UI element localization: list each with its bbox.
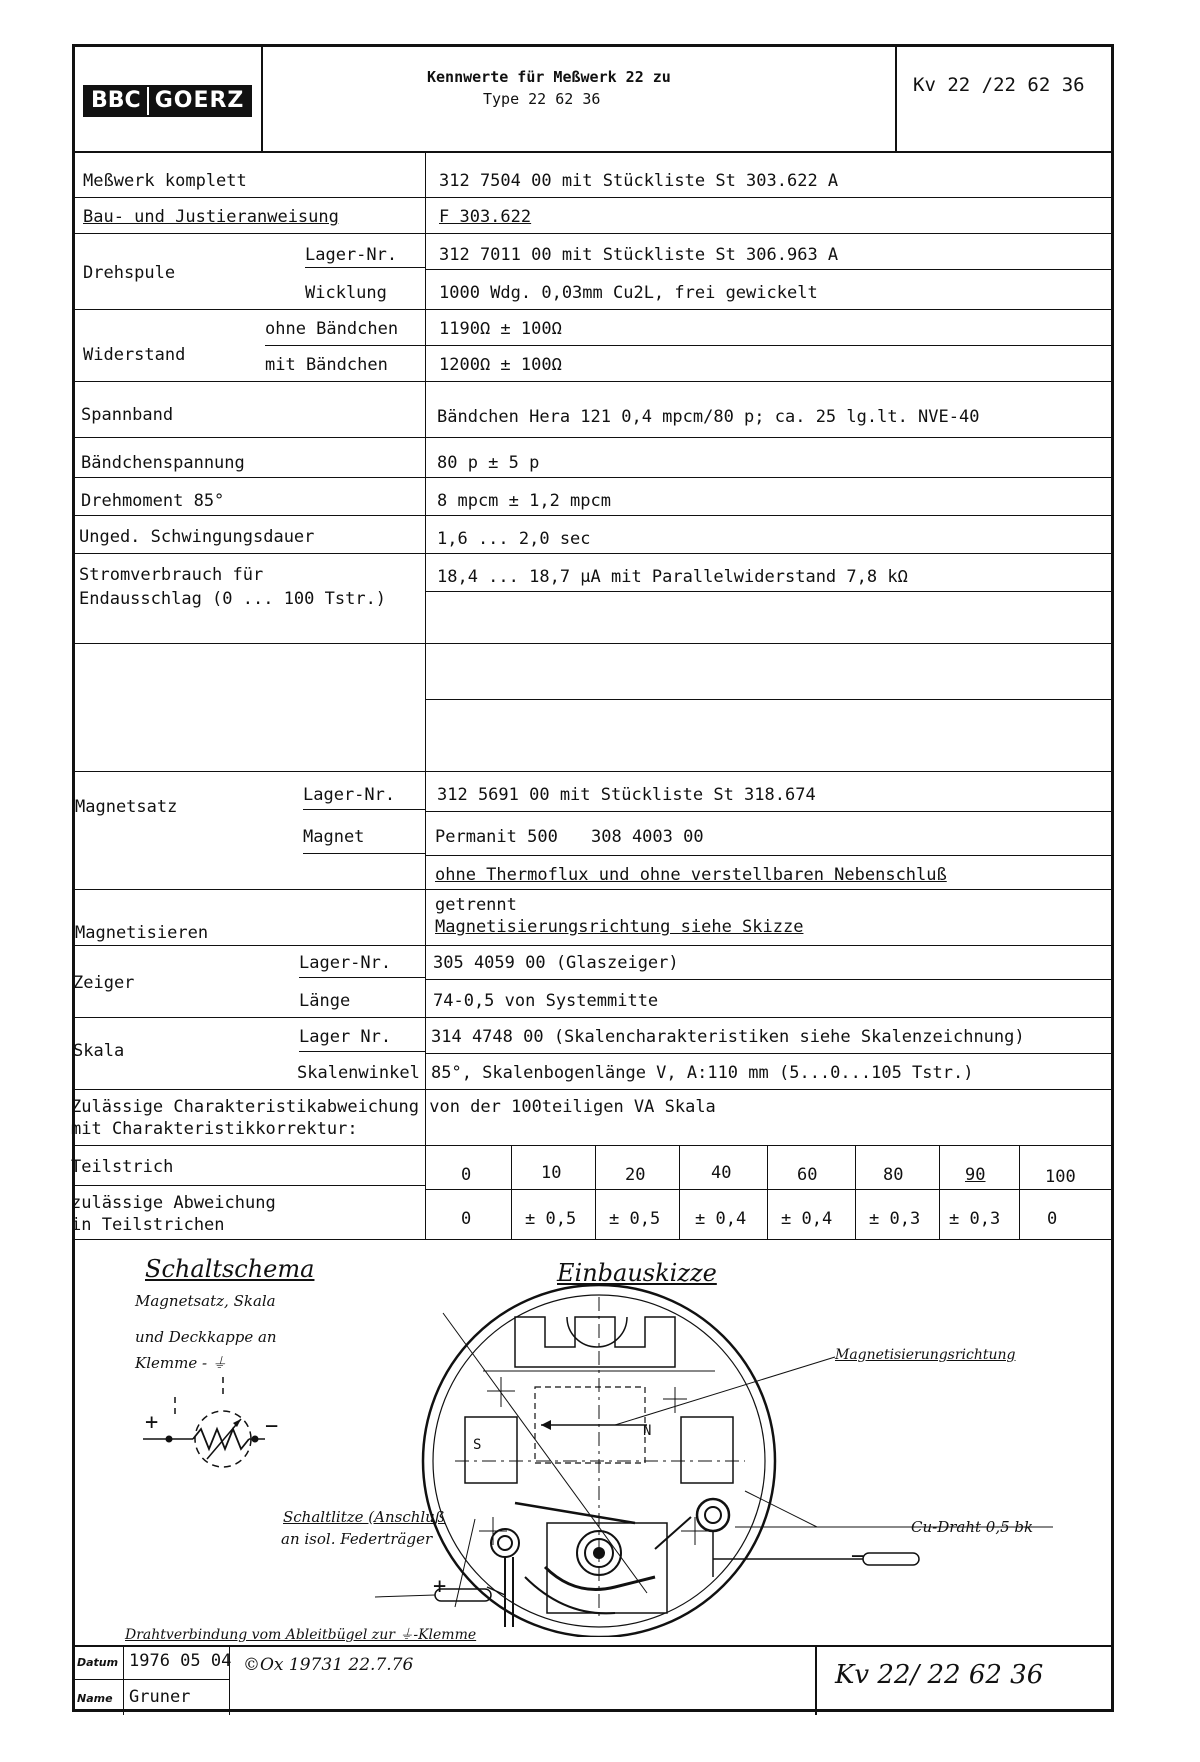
tick-90: 90 <box>965 1165 986 1185</box>
title-line-2: Type 22 62 36 <box>483 90 601 108</box>
value-widerstand-mit: 1200Ω ± 100Ω <box>439 355 562 375</box>
deviation-title-2: mit Charakteristikkorrektur: <box>71 1119 358 1139</box>
dev-0: 0 <box>461 1209 472 1229</box>
value-drehmoment: 8 mpcm ± 1,2 mpcm <box>437 491 611 511</box>
label-messwerk: Meßwerk komplett <box>83 171 247 191</box>
value-magnet-1: Permanit 500 <box>435 827 558 847</box>
deviation-row2-label-1: zulässige Abweichung <box>71 1193 276 1213</box>
tick-80: 80 <box>883 1165 904 1185</box>
tick-60: 60 <box>797 1165 818 1185</box>
dev-40: ± 0,4 <box>695 1209 747 1229</box>
dev-20: ± 0,5 <box>609 1209 661 1229</box>
footer-copyright: ©Ox 19731 22.7.76 <box>243 1655 414 1675</box>
label-bau: Bau- und Justieranweisung <box>83 207 339 227</box>
label-strom-2: Endausschlag (0 ... 100 Tstr.) <box>79 589 387 609</box>
logo-bbc: BBC <box>85 87 149 115</box>
label-schwingung: Unged. Schwingungsdauer <box>79 527 315 547</box>
tick-0: 0 <box>461 1165 472 1185</box>
label-spannband: Spannband <box>81 405 174 425</box>
sketch-plus-label: + <box>433 1574 447 1599</box>
tick-100: 100 <box>1045 1167 1076 1187</box>
value-schwingung: 1,6 ... 2,0 sec <box>437 529 591 549</box>
magnetisierungsrichtung-label: Magnetisierungsrichtung <box>835 1347 1016 1363</box>
label-widerstand: Widerstand <box>83 345 186 365</box>
footer-doc-number: Kv 22/ 22 62 36 <box>835 1660 1044 1690</box>
circuit-symbol-icon <box>135 1377 335 1487</box>
document-sheet <box>72 44 1114 1712</box>
label-magnet: Magnet <box>303 827 365 847</box>
footer-name-label: Name <box>77 1692 113 1705</box>
tick-10: 10 <box>541 1163 562 1183</box>
label-drehspule: Drehspule <box>83 263 176 283</box>
label-drehmoment: Drehmoment 85° <box>81 491 225 511</box>
schaltlitze-note-1: Schaltlitze (Anschluß <box>283 1508 445 1526</box>
logo-goerz: GOERZ <box>149 87 251 115</box>
schaltschema-note-2: und Deckkappe an <box>135 1328 277 1346</box>
value-spannband: Bändchen Hera 121 0,4 mpcm/80 p; ca. 25 lg.lt. NVE-40 <box>437 407 980 427</box>
deviation-row2-label-2: in Teilstrichen <box>71 1215 225 1235</box>
label-strom-1: Stromverbrauch für <box>79 565 264 585</box>
schaltschema-note-3: Klemme - ⏚ <box>135 1354 227 1372</box>
schaltschema-title: Schaltschema <box>145 1255 315 1283</box>
dev-80: ± 0,3 <box>869 1209 921 1229</box>
footer-datum-label: Datum <box>77 1656 119 1669</box>
deviation-title-1: Zulässige Charakteristikabweichung von der 100teiligen VA Skala <box>71 1097 716 1117</box>
value-magnetsatz-lager: 312 5691 00 mit Stückliste St 318.674 <box>437 785 816 805</box>
value-skala-lager: 314 4748 00 (Skalencharakteristiken siehe Skalenzeichnung) <box>431 1027 1025 1047</box>
label-widerstand-mit: mit Bändchen <box>265 355 388 375</box>
sketch-minus-label: − <box>851 1544 865 1569</box>
sketch-n-label: N <box>643 1423 652 1439</box>
value-skala-winkel: 85°, Skalenbogenlänge V, A:110 mm (5...0...105 Tstr.) <box>431 1063 974 1083</box>
value-widerstand-ohne: 1190Ω ± 100Ω <box>439 319 562 339</box>
value-strom: 18,4 ... 18,7 µA mit Parallelwiderstand 7,8 kΩ <box>437 567 908 587</box>
schaltlitze-note-2: an isol. Federträger <box>281 1530 433 1548</box>
einbauskizze-title: Einbauskizze <box>557 1259 717 1287</box>
cu-draht-label: Cu-Draht 0,5 bk <box>911 1518 1034 1536</box>
label-zeiger-lager: Lager-Nr. <box>299 953 392 973</box>
label-drehspule-lager: Lager-Nr. <box>305 245 398 265</box>
tick-20: 20 <box>625 1165 646 1185</box>
value-drehspule-wicklung: 1000 Wdg. 0,03mm Cu2L, frei gewickelt <box>439 283 818 303</box>
label-spannung: Bändchenspannung <box>81 453 245 473</box>
dev-90: ± 0,3 <box>949 1209 1001 1229</box>
value-magnetsatz-note: ohne Thermoflux und ohne verstellbaren Nebenschluß <box>435 865 947 885</box>
label-widerstand-ohne: ohne Bändchen <box>265 319 399 339</box>
title-line-1: Kennwerte für Meßwerk 22 zu <box>427 68 671 86</box>
label-skala-lager: Lager Nr. <box>299 1027 392 1047</box>
bbc-goerz-logo <box>83 85 252 117</box>
drahtverbindung-label: Drahtverbindung vom Ableitbügel zur ⏚-Klemme <box>125 1627 477 1643</box>
value-drehspule-lager: 312 7011 00 mit Stückliste St 306.963 A <box>439 245 839 265</box>
value-zeiger-lager: 305 4059 00 (Glaszeiger) <box>433 953 679 973</box>
sketch-s-label: S <box>473 1437 482 1453</box>
deviation-row1-label: Teilstrich <box>71 1157 174 1177</box>
label-magnetisieren: Magnetisieren <box>75 923 209 943</box>
value-magnet-2: 308 4003 00 <box>591 827 704 847</box>
doc-number: Kv 22 /22 62 36 <box>913 74 1085 96</box>
value-magnetisieren-2: Magnetisierungsrichtung siehe Skizze <box>435 917 804 937</box>
dev-100: 0 <box>1047 1209 1058 1229</box>
footer-datum-value: 1976 05 04 <box>129 1651 232 1671</box>
label-zeiger: Zeiger <box>73 973 135 993</box>
label-magnetsatz-lager: Lager-Nr. <box>303 785 396 805</box>
value-bau: F 303.622 <box>439 207 532 227</box>
dev-10: ± 0,5 <box>525 1209 577 1229</box>
label-zeiger-laenge: Länge <box>299 991 351 1011</box>
value-spannung: 80 p ± 5 p <box>437 453 540 473</box>
circuit-minus-label: − <box>265 1414 279 1439</box>
label-magnetsatz: Magnetsatz <box>75 797 178 817</box>
schaltschema-note-1: Magnetsatz, Skala <box>135 1292 276 1310</box>
label-skala: Skala <box>73 1041 125 1061</box>
value-zeiger-laenge: 74-0,5 von Systemmitte <box>433 991 659 1011</box>
tick-40: 40 <box>711 1163 732 1183</box>
dev-60: ± 0,4 <box>781 1209 833 1229</box>
value-magnetisieren-1: getrennt <box>435 895 517 915</box>
label-drehspule-wicklung: Wicklung <box>305 283 387 303</box>
value-messwerk: 312 7504 00 mit Stückliste St 303.622 A <box>439 171 839 191</box>
footer-name-value: Gruner <box>129 1687 191 1707</box>
label-skala-winkel: Skalenwinkel <box>297 1063 420 1083</box>
circuit-plus-label: + <box>145 1410 159 1435</box>
